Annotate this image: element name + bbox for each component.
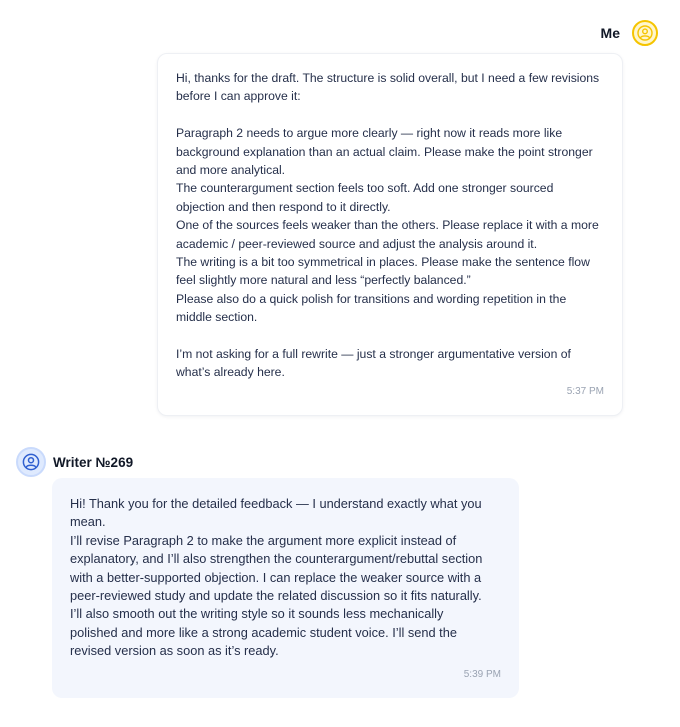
message-line: The writing is a bit too symmetrical in places. Please make the sentence flow bbox=[176, 255, 590, 270]
message-line: Paragraph 2 needs to argue more clearly — right now it reads more like bbox=[176, 126, 563, 141]
my-message-bubble bbox=[157, 53, 623, 416]
message-line: revised version as soon as it’s ready. bbox=[70, 643, 279, 659]
writer-message-bubble bbox=[52, 478, 519, 698]
message-line: feel slightly more natural and less “perfectly balanced.” bbox=[176, 273, 471, 288]
message-line: middle section. bbox=[176, 310, 258, 325]
message-line: I’m not asking for a full rewrite — just a stronger argumentative version of bbox=[176, 347, 571, 362]
my-message-header bbox=[601, 20, 658, 46]
message-timestamp: 5:39 PM bbox=[463, 669, 501, 680]
message-line: explanatory, and I’ll also strengthen the counterargument/rebuttal section bbox=[70, 551, 483, 567]
message-line: One of the sources feels weaker than the others. Please replace it with a more bbox=[176, 218, 599, 233]
message-line: polished and more like a strong academic student voice. I’ll send the bbox=[70, 624, 457, 640]
message-line-spacer bbox=[176, 327, 604, 345]
message-line: Hi! Thank you for the detailed feedback — I understand exactly what you bbox=[70, 496, 482, 511]
my-name: Me bbox=[600, 25, 620, 41]
message-line: Hi, thanks for the draft. The structure is solid overall, but I need a few revisions bbox=[176, 71, 600, 85]
message-line: The counterargument section feels too soft. Add one stronger sourced bbox=[176, 181, 554, 196]
message-line: Please also do a quick polish for transitions and wording repetition in the bbox=[176, 291, 567, 306]
writer-message-header bbox=[16, 447, 133, 477]
message-line: and more analytical. bbox=[176, 163, 286, 178]
message-line: I’ll revise Paragraph 2 to make the argument more explicit instead of bbox=[70, 532, 457, 548]
message-text bbox=[70, 495, 501, 661]
message-line: before I can approve it: bbox=[176, 89, 301, 104]
user-circle-icon bbox=[632, 20, 658, 46]
user-circle-icon bbox=[16, 447, 46, 477]
message-line: with a better-supported objection. I can replace the weaker source with a bbox=[70, 569, 482, 585]
message-line: objection and then respond to it directly. bbox=[176, 199, 391, 214]
message-line: academic / peer-reviewed source and adjust the analysis around it. bbox=[176, 236, 538, 251]
message-line: mean. bbox=[70, 514, 106, 530]
message-line: background explanation than an actual claim. Please make the point stronger bbox=[176, 144, 593, 159]
message-line-spacer bbox=[176, 106, 604, 124]
writer-name: Writer №269 bbox=[53, 454, 134, 470]
message-timestamp: 5:37 PM bbox=[566, 386, 604, 397]
message-line: peer-reviewed study and update the related discussion so it fits naturally. bbox=[70, 588, 482, 604]
message-text bbox=[176, 69, 604, 382]
message-line: I’ll also smooth out the writing style so it sounds less mechanically bbox=[70, 606, 444, 622]
message-line: what’s already here. bbox=[176, 365, 285, 380]
